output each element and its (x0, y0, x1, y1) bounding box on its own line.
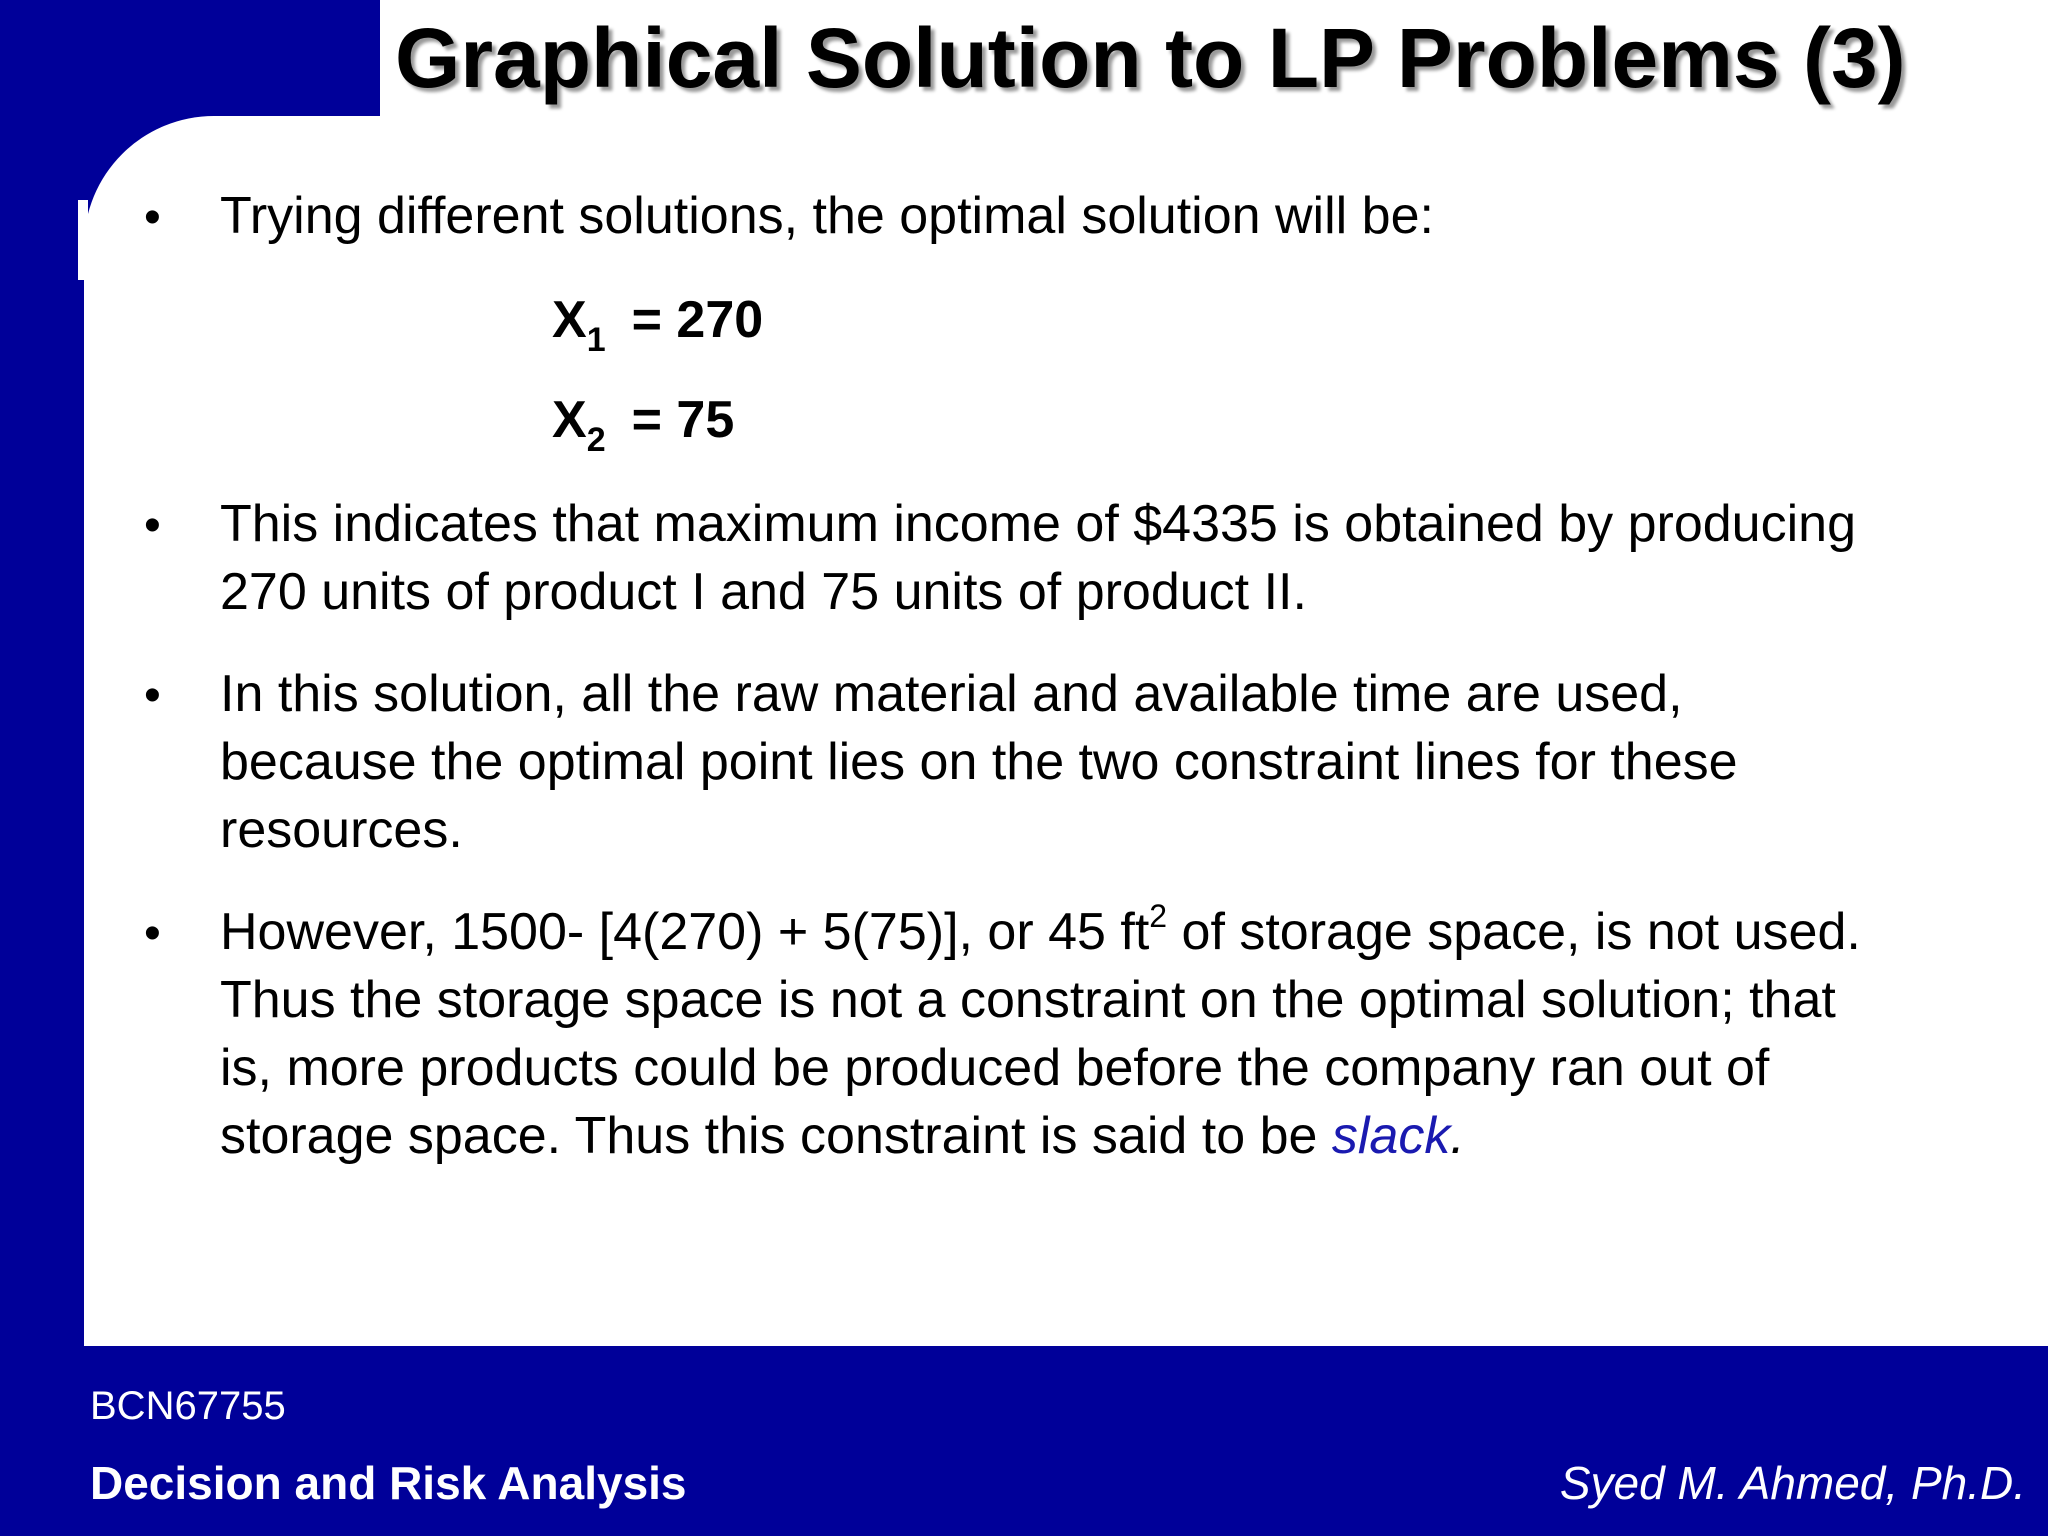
bullet-4-line-3: is, more products could be produced before the company ran out of (220, 1039, 1770, 1097)
bullet-marker: • (144, 669, 161, 722)
equation-x2-var: X (552, 391, 587, 449)
equation-x2-sub: 2 (586, 421, 606, 459)
equation-x1-value: = 270 (631, 291, 764, 349)
corner-block (0, 0, 380, 116)
footer-course-code: BCN67755 (90, 1384, 286, 1428)
bullet-4-text (220, 898, 2048, 1170)
bullet-marker: • (144, 907, 161, 960)
equation-x1-sub: 1 (586, 321, 606, 359)
equation-x2 (552, 386, 734, 474)
bullet-4-line-4-a: storage space. Thus this constraint is said to be (220, 1107, 1332, 1165)
bullet-2-text (220, 490, 2048, 626)
bullet-marker: • (144, 191, 161, 244)
bullet-4-line-1-b: of storage space, is not used. (1167, 903, 1861, 961)
bullet-3-text (220, 660, 2048, 864)
bullet-4-line-2: Thus the storage space is not a constraint on the optimal solution; that (220, 971, 1836, 1029)
bullet-3-line-3: resources. (220, 801, 463, 859)
superscript-two: 2 (1149, 898, 1168, 934)
bullet-4-period: . (1450, 1107, 1465, 1165)
footer-course-name: Decision and Risk Analysis (90, 1457, 687, 1509)
left-notch (78, 200, 88, 280)
bullet-3-line-1: In this solution, all the raw material and available time are used, (220, 665, 1683, 723)
bullet-3-line-2: because the optimal point lies on the two constraint lines for these (220, 733, 1738, 791)
equation-x1 (552, 286, 763, 374)
footer-author: Syed M. Ahmed, Ph.D. (1559, 1457, 2026, 1509)
bullet-4-line-1 (220, 898, 2048, 966)
bullet-1-text: Trying different solutions, the optimal solution will be: (220, 187, 1434, 245)
bullet-4-line-1-a: However, 1500- [4(270) + 5(75)], or 45 ft (220, 903, 1150, 961)
bullet-marker: • (144, 499, 161, 552)
equation-x1-var: X (552, 291, 587, 349)
equation-x2-value: = 75 (631, 391, 735, 449)
bullet-2-line-1: This indicates that maximum income of $4335 is obtained by producing (220, 495, 1856, 553)
bullet-2-line-2: 270 units of product I and 75 units of product II. (220, 563, 1307, 621)
bullet-4-line-4 (220, 1102, 2048, 1170)
content-panel (84, 116, 2048, 1346)
slack-term: slack (1331, 1107, 1451, 1165)
slide-title: Graphical Solution to LP Problems (3) (395, 11, 1906, 105)
